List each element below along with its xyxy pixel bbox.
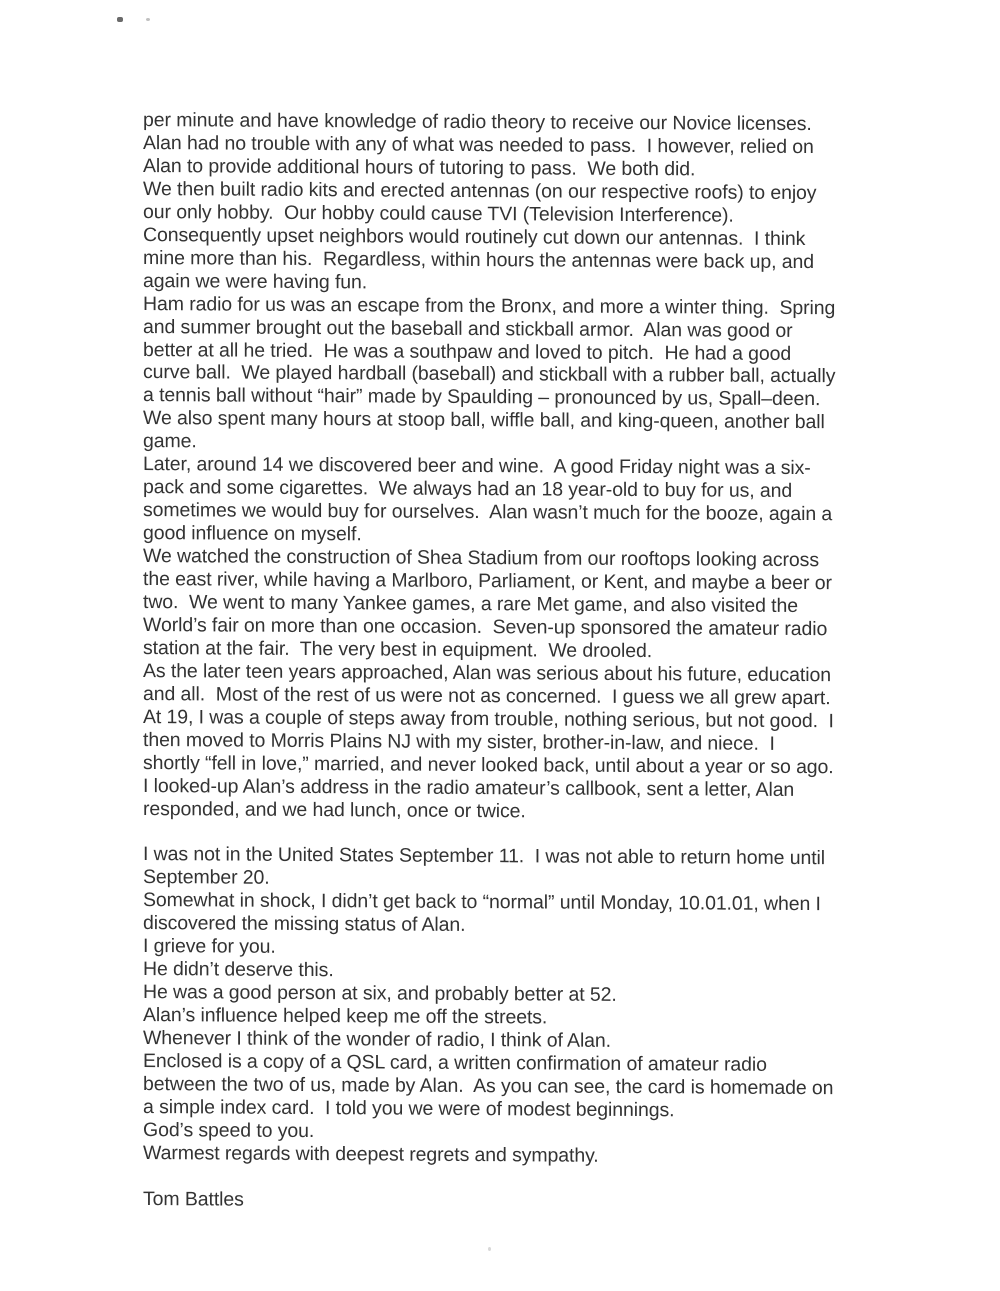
letter-line: Enclosed is a copy of a QSL card, a written confirmation of amateur radio — [143, 1050, 767, 1076]
letter-line: shortly “fell in love,” married, and never looked back, until about a year or so ago. — [143, 751, 834, 778]
letter-line: a simple index card. I told you we were of modest beginnings. — [143, 1095, 675, 1122]
letter-line: our only hobby. Our hobby could cause TVI (Television Interference). — [143, 200, 734, 227]
letter-line: We also spent many hours at stoop ball, wiffle ball, and king-queen, another ball — [143, 407, 825, 434]
letter-line: and summer brought out the baseball and stickball armor. Alan was good or — [143, 315, 793, 342]
letter-line: the east river, while having a Marlboro, Parliament, or Kent, and maybe a beer or — [143, 568, 832, 595]
letter-line: At 19, I was a couple of steps away from trouble, nothing serious, but not good. I — [143, 705, 834, 733]
letter-line: and all. Most of the rest of us were not as concerned. I guess we all grew apart. — [143, 682, 831, 710]
letter-line: He didn’t deserve this. — [143, 958, 334, 982]
letter-body — [143, 109, 835, 1215]
letter-line: mine more than his. Regardless, within hours the antennas were back up, and — [143, 246, 814, 273]
letter-paragraphs-september-11 — [143, 843, 835, 1169]
letter-line: discovered the missing status of Alan. — [143, 912, 466, 937]
letter-line: He was a good person at six, and probably better at 52. — [143, 981, 617, 1007]
letter-line: Ham radio for us was an escape from the Bronx, and more a winter thing. Spring — [143, 292, 836, 319]
letter-line: sometimes we would buy for ourselves. Alan wasn’t much for the booze, again a — [143, 499, 833, 526]
letter-paragraphs-childhood — [143, 109, 835, 825]
letter-line: Whenever I think of the wonder of radio, I think of Alan. — [143, 1027, 611, 1052]
letter-line: a tennis ball without “hair” made by Spaulding – pronounced by us, Spall–deen. — [143, 384, 821, 411]
letter-line: Alan had no trouble with any of what was needed to pass. I however, relied on — [143, 131, 814, 159]
letter-line: God’s speed to you. — [143, 1118, 315, 1142]
letter-line: We then built radio kits and erected antennas (on our respective roofs) to enjoy — [143, 177, 817, 204]
letter-line: better at all he tried. He was a southpaw and loved to pitch. He had a good — [143, 338, 792, 365]
letter-line: Tom Battles — [143, 1187, 244, 1211]
scan-speck — [146, 18, 150, 21]
letter-line: We watched the construction of Shea Stadium from our rooftops looking across — [143, 545, 819, 572]
letter-line: Later, around 14 we discovered beer and wine. A good Friday night was a six- — [143, 453, 811, 480]
letter-line: Alan’s influence helped keep me off the streets. — [143, 1004, 548, 1029]
letter-line: I was not in the United States September 11. I was not able to return home until — [143, 843, 826, 870]
letter-line: As the later teen years approached, Alan was serious about his future, education — [143, 659, 831, 687]
letter-line: then moved to Morris Plains NJ with my sister, brother-in-law, and niece. I — [143, 728, 775, 755]
scan-speck — [488, 1247, 491, 1251]
letter-line: Warmest regards with deepest regrets and sympathy. — [143, 1141, 599, 1167]
scan-speck — [117, 17, 123, 22]
letter-line: good influence on myself. — [143, 522, 362, 546]
letter-line: World’s fair on more than one occasion. Seven-up sponsored the amateur radio — [143, 613, 828, 641]
letter-line: station at the fair. The very best in equipment. We drooled. — [143, 636, 653, 663]
letter-line: per minute and have knowledge of radio theory to receive our Novice licenses. — [143, 109, 812, 136]
letter-line: two. We went to many Yankee games, a rare Met game, and also visited the — [143, 591, 798, 618]
letter-signature — [143, 1188, 835, 1215]
letter-line: I looked-up Alan’s address in the radio amateur’s callbook, sent a letter, Alan — [143, 774, 795, 801]
letter-line: Alan to provide additional hours of tutoring to pass. We both did. — [143, 154, 696, 181]
letter-line: September 20. — [143, 866, 270, 890]
letter-line: pack and some cigarettes. We always had an 18 year-old to buy for us, and — [143, 476, 793, 503]
letter-line: Consequently upset neighbors would routinely cut down our antennas. I think — [143, 223, 806, 250]
letter-line: I grieve for you. — [143, 935, 276, 959]
letter-line: Somewhat in shock, I didn’t get back to “normal” until Monday, 10.01.01, when I — [143, 889, 821, 916]
letter-line: responded, and we had lunch, once or twice. — [143, 797, 526, 822]
letter-line: between the two of us, made by Alan. As you can see, the card is homemade on — [143, 1073, 834, 1100]
letter-line: again we were having fun. — [143, 269, 368, 294]
letter-line: game. — [143, 430, 197, 453]
letter-line: curve ball. We played hardball (baseball) and stickball with a rubber ball, actually — [143, 361, 836, 388]
